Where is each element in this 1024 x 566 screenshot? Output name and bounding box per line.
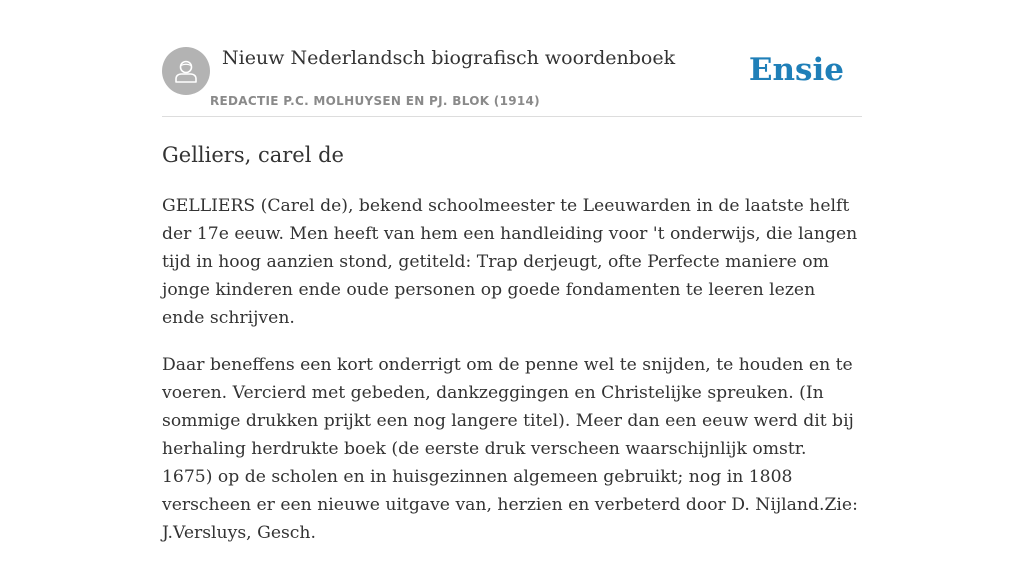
ensie-logo[interactable]: Ensie bbox=[748, 52, 844, 88]
entry-paragraph: Daar beneffens een kort onderrigt om de penne wel te snijden, te houden en te voeren. Vercierd met gebeden, dankzeggingen en Christelijke spreuken. (In sommige drukken prijkt een nog langere titel). Meer dan een eeuw werd dit bij herhaling herdrukte boek (de eerste druk verscheen waarschijnlijk omstr. 1675) op de scholen en in huisgezinnen algemeen gebruikt; nog in 1808 verscheen er een nieuwe uitgave van, herzien en verbeterd door D. Nijland.Zie: J.Versluys, Gesch. bbox=[162, 355, 858, 543]
book-subtitle: REDACTIE P.C. MOLHUYSEN EN PJ. BLOK (1914) bbox=[210, 94, 540, 108]
book-avatar[interactable] bbox=[162, 47, 210, 95]
entry-paragraph: GELLIERS (Carel de), bekend schoolmeester te Leeuwarden in de laatste helft der 17e eeuw. Men heeft van hem een handleiding voor 't onderwijs, die langen tijd in hoog aanzien stond, getiteld: Trap derjeugt, ofte Perfecte maniere om jonge kinderen ende oude personen op goede fondamenten te leeren lezen ende schrijven. bbox=[162, 196, 858, 328]
user-icon bbox=[172, 57, 200, 85]
header bbox=[162, 0, 862, 117]
book-title[interactable]: Nieuw Nederlandsch biografisch woordenboek bbox=[222, 47, 676, 69]
entry-title: Gelliers, carel de bbox=[162, 143, 344, 167]
entry-body bbox=[162, 192, 862, 566]
